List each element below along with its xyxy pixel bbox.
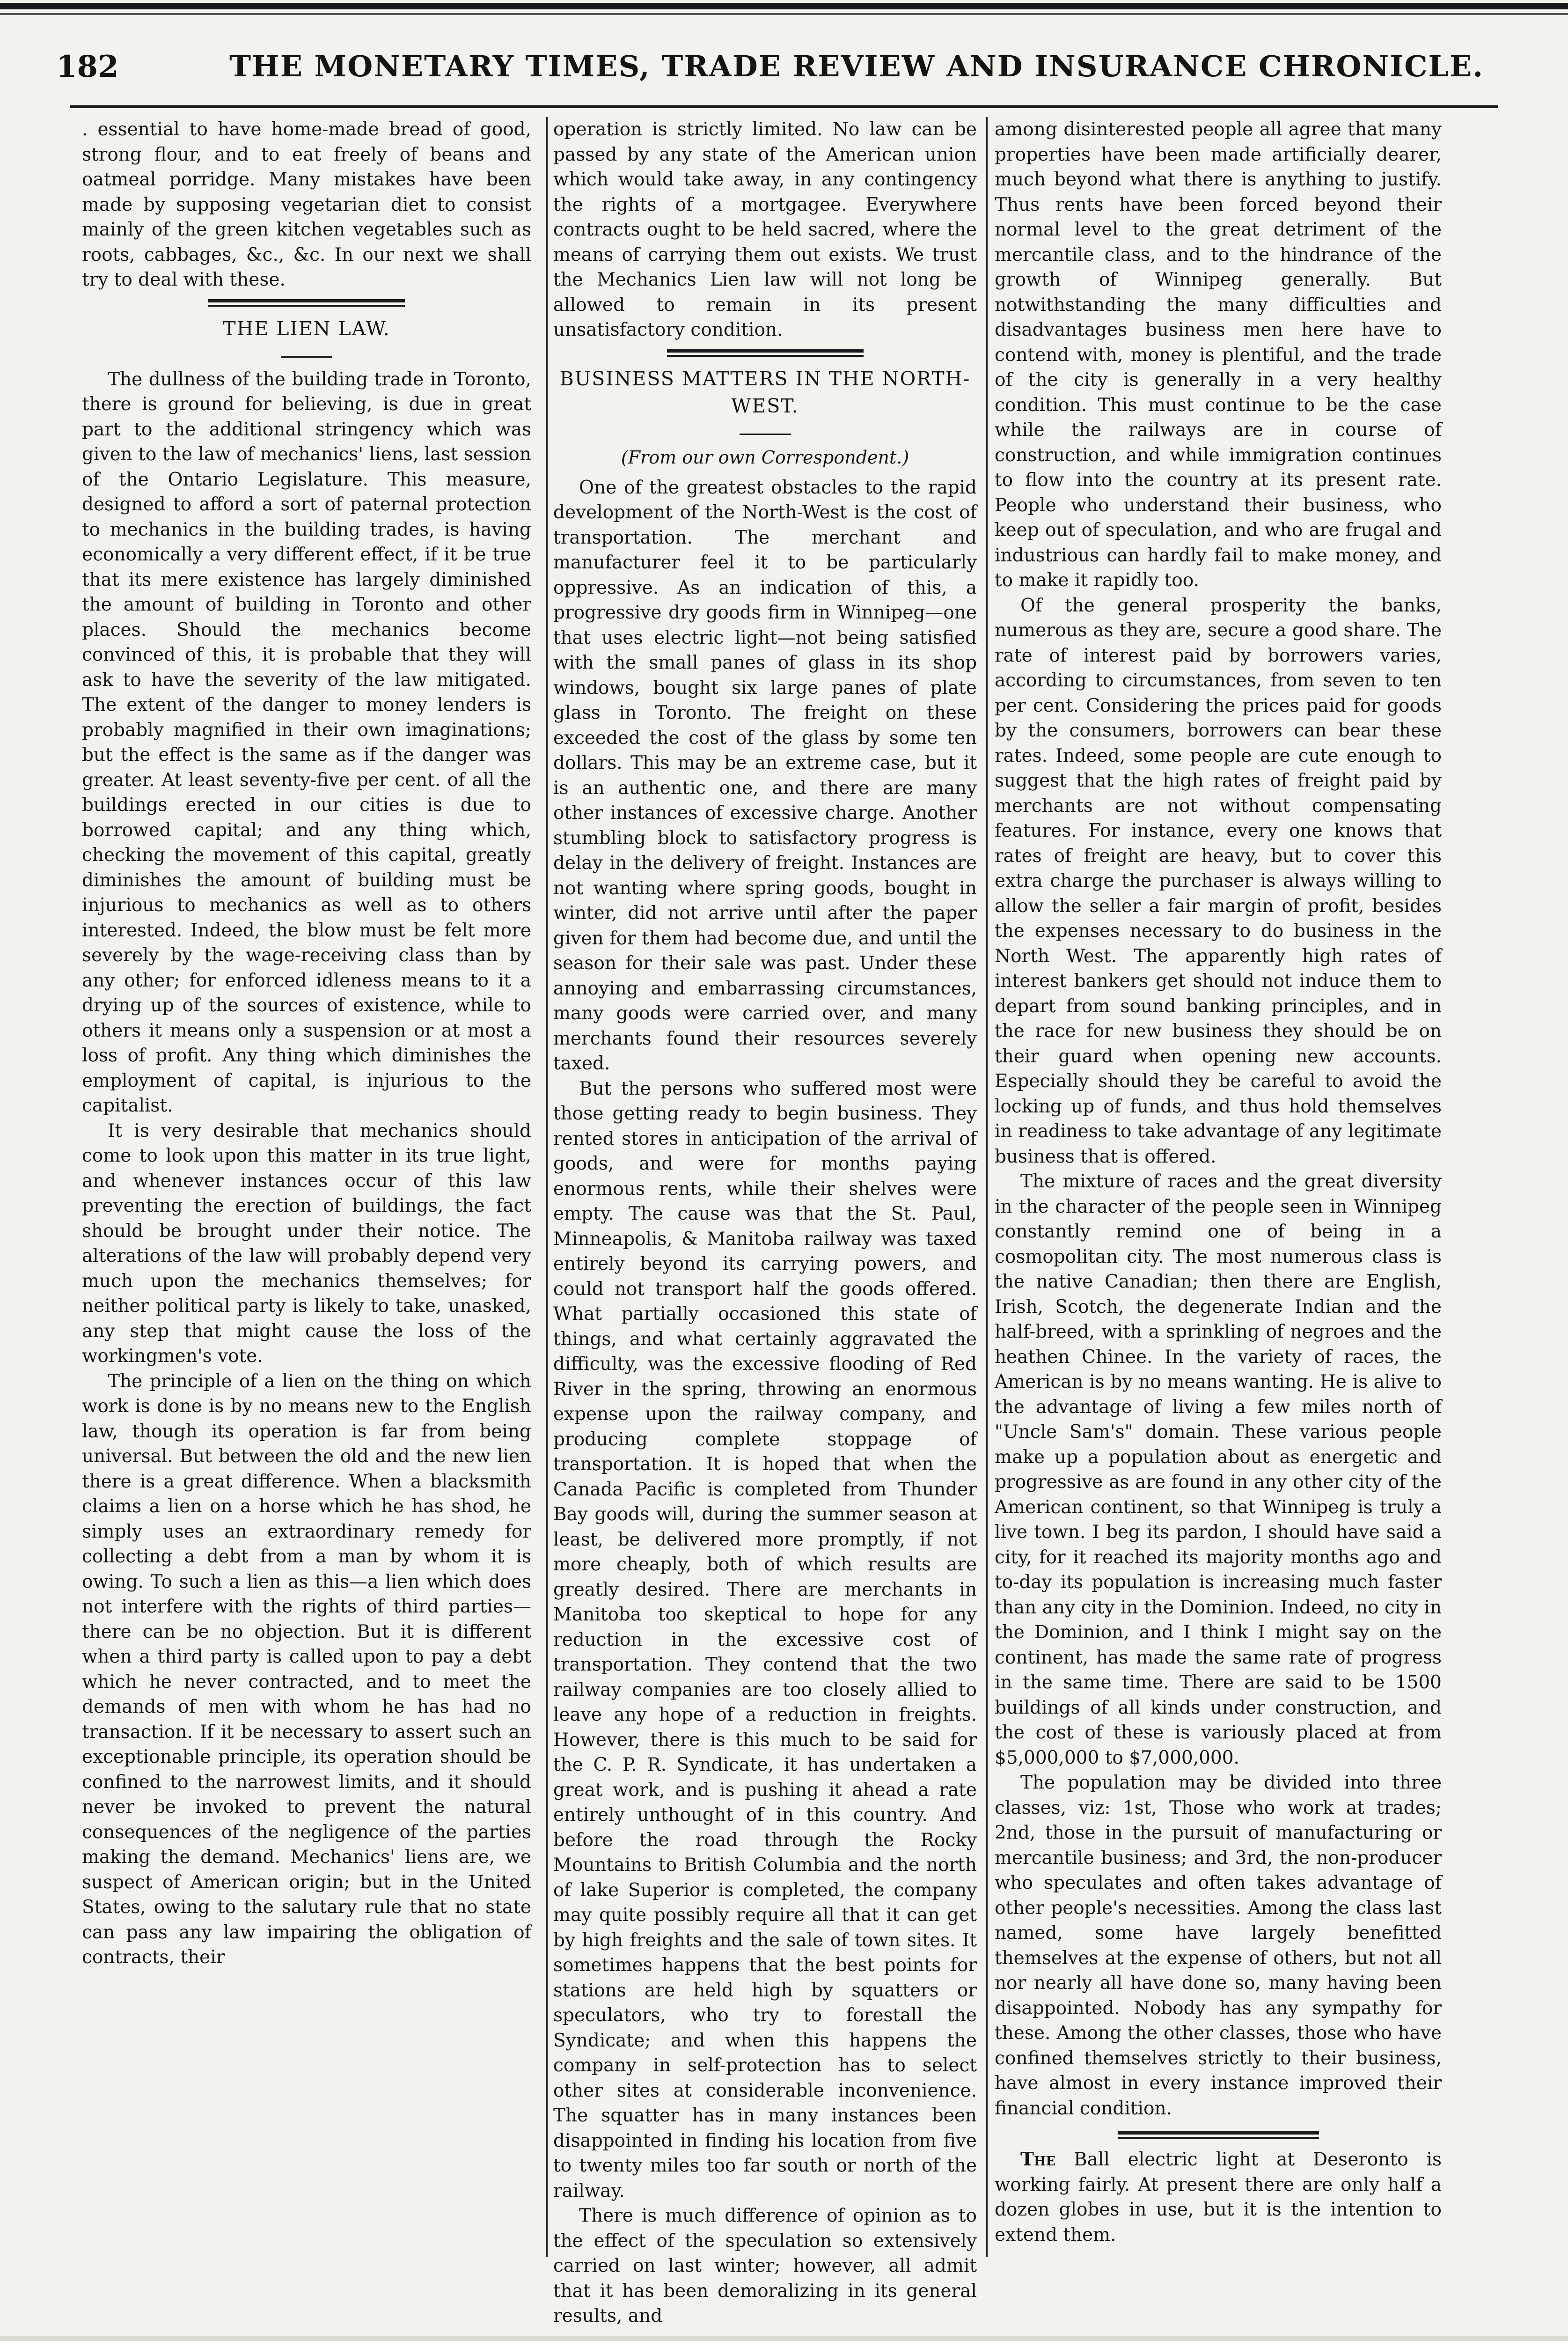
paragraph: The population may be divided into three classes, viz: 1st, Those who work at trades; 2nd, those in the pursuit of manufacturing or mercantile business; and 3rd, the non-producer who speculates and often takes advantage of other people's necessities. Among the class last named, some have largely benefitted themselves at the expense of others, but not all nor nearly all have done so, many having been disappointed. Nobody has any sympathy for these. Among the other classes, those who have confined themselves strictly to their business, have almost in every instance improved their financial condition. <box>995 1772 1442 2119</box>
section-title-business-matters: BUSINESS MATTERS IN THE NORTH-WEST. <box>559 367 971 417</box>
paragraph: Of the general prosperity the banks, numerous as they are, secure a good share. The rate of interest paid by borrowers varies, according to circumstances, from seven to ten per cent. Considering the prices paid for goods by the consumers, borrowers can bear these rates. Indeed, some people are cute enough to suggest that the high rates of freight paid by merchants are not without compensating features. For instance, every one knows that rates of freight are heavy, but to cover this extra charge the purchaser is always willing to allow the seller a fair margin of profit, besides the expenses necessary to do business in the North West. The apparently high rates of interest bankers get should not induce them to depart from sound banking principles, and in the race for new business they should be on their guard when opening new accounts. Especially should they be careful to avoid the locking up of funds, and thus hold themselves in readiness to take advantage of any legitimate business that is offered. <box>995 595 1442 1167</box>
paragraph: One of the greatest obstacles to the rapid development of the North-West is the cost of transportation. The merchant and manufacturer feel it to be particularly oppressive. As an indication of this, a progressive dry goods firm in Winnipeg—one that uses electric light—not being satisfied with the small panes of glass in its shop windows, bought six large panes of plate glass in Toronto. The freight on these exceeded the cost of the glass by some ten dollars. This may be an extreme case, but it is an authentic one, and there are many other instances of excessive charge. Another stumbling block to satisfactory progress is delay in the delivery of freight. Instances are not wanting where spring goods, bought in winter, did not arrive until after the paper given for them had become due, and until the season for their sale was past. Under these annoying and embarrassing circumstances, many goods were carried over, and many merchants found their resources severely taxed. <box>553 477 977 1074</box>
paragraph: It is very desirable that mechanics should come to look upon this matter in its true light, and whenever instances occur of this law preventing the erection of buildings, the fact should be brought under their notice. The alterations of the law will probably depend very much upon the mechanics themselves; for neither political party is likely to take, unasked, any step that might cause the loss of the workingmen's vote. <box>82 1120 531 1367</box>
column-2-intro: operation is strictly limited. No law can be passed by any state of the American union which would take away, in any contingency the rights of a mortgagee. Everywhere contracts ought to be held sacred, where the means of carrying them out exists. We trust the Mechanics Lien law will not long be allowed to remain in its present unsatisfactory condition. <box>553 119 977 340</box>
column-2 <box>553 117 977 2326</box>
page-title: THE MONETARY TIMES, TRADE REVIEW AND INSURANCE CHRONICLE. <box>229 49 1484 83</box>
page-number: 182 <box>56 49 119 84</box>
top-border-rule <box>0 3 1568 9</box>
note-lead: The <box>1020 2149 1056 2170</box>
header-rule <box>70 105 1498 108</box>
top-border-rule-thin <box>0 13 1568 15</box>
short-rule <box>281 356 332 358</box>
column-divider-1 <box>546 117 548 2257</box>
note-text: Ball electric light at Deseronto is working fairly. At present there are only half a dozen globes in use, but it is the intention to extend them. <box>995 2149 1442 2245</box>
paragraph: The mixture of races and the great diversity in the character of the people seen in Winnipeg constantly remind one of being in a cosmopolitan city. The most numerous class is the native Canadian; then there are English, Irish, Scotch, the degenerate Indian and the half-breed, with a sprinkling of negroes and the heathen Chinee. In the variety of races, the American is by no means wanting. He is alive to the advantage of living a few miles north of "Uncle Sam's" domain. These various people make up a population about as energetic and progressive as are found in any other city of the American continent, so that Winnipeg is truly a live town. I beg its pardon, I should have said a city, for it reached its majority months ago and to-day its population is increasing much faster than any city in the Dominion. Indeed, no city in the Dominion, and I think I might say on the continent, has made the same rate of progress in the same time. There are said to be 1500 buildings of all kinds under construction, and the cost of these is variously placed at from $5,000,000 to $7,000,000. <box>995 1171 1442 1768</box>
short-rule <box>740 434 791 435</box>
paragraph: There is much difference of opinion as to the effect of the speculation so extensively carried on last winter; however, all admit that it has been demoralizing in its general results, and <box>553 2205 977 2326</box>
section-divider <box>208 299 405 309</box>
paragraph: among disinterested people all agree that many properties have been made artificially dearer, much beyond what there is anything to justify. Thus rents have been forced beyond their normal level to the great detriment of the mercantile class, and to the hindrance of the growth of Winnipeg generally. But notwithstanding the many difficulties and disadvantages business men here have to contend with, money is plentiful, and the trade of the city is generally in a very healthy condition. This must continue to be the case while the railways are in course of construction, and while immigration continues to flow into the country at its present rate. People who understand their business, who keep out of speculation, and who are frugal and industrious can hardly fail to make money, and to make it rapidly too. <box>995 119 1442 591</box>
byline: (From our own Correspondent.) <box>621 447 909 468</box>
note-paragraph <box>995 2147 1442 2247</box>
paragraph: But the persons who suffered most were those getting ready to begin business. They rented stores in anticipation of the arrival of goods, and were for months paying enormous rents, while their shelves were empty. The cause was that the St. Paul, Minneapolis, & Manitoba railway was taxed entirely beyond its carrying powers, and could not transport half the goods offered. What partially occasioned this state of things, and what certainly aggravated the difficulty, was the excessive flooding of Red River in the spring, throwing an enormous expense upon the railway company, and producing complete stoppage of transportation. It is hoped that when the Canada Pacific is completed from Thunder Bay goods will, during the summer season at least, be delivered more promptly, if not more cheaply, both of which results are greatly desired. There are merchants in Manitoba too skeptical to hope for any reduction in the excessive cost of transportation. They contend that the two railway companies are too closely allied to leave any hope of a reduction in freights. However, there is this much to be said for the C. P. R. Syndicate, it has undertaken a great work, and is pushing it ahead a rate entirely unthought of in this country. And before the road through the Rocky Mountains to British Columbia and the north of lake Superior is completed, the company may quite possibly require all that it can get by high freights and the sale of town sites. It sometimes happens that the best points for stations are held high by squatters or speculators, who try to forestall the Syndicate; and when this happens the company in self-protection has to select other sites at considerable inconvenience. The squatter has in many instances been disappointed in finding his location from five to twenty miles too far south or north of the railway. <box>553 1078 977 2201</box>
paragraph: The principle of a lien on the thing on which work is done is by no means new to the English law, though its operation is far from being universal. But between the old and the new lien there is a great difference. When a blacksmith claims a lien on a horse which he has shod, he simply uses an extraordinary remedy for collecting a debt from a man by whom it is owing. To such a lien as this—a lien which does not interfere with the rights of third parties—there can be no objection. But it is different when a third party is called upon to pay a debt which he never contracted, and to meet the demands of men with whom he has had no transaction. If it be necessary to assert such an exceptionable principle, its operation should be confined to the narrowest limits, and it should never be invoked to prevent the natural consequences of the negligence of the parties making the demand. Mechanics' liens are, we suspect of American origin; but in the United States, owing to the salutary rule that no state can pass any law impairing the obligation of contracts, their <box>82 1370 531 1968</box>
paragraph: The dullness of the building trade in Toronto, there is ground for believing, is due in great part to the additional stringency which was given to the law of mechanics' liens, last session of the Ontario Legislature. This measure, designed to afford a sort of paternal protection to mechanics in the building trades, is having economically a very different effect, if it be true that its mere existence has largely diminished the amount of building in Toronto and other places. Should the mechanics become convinced of this, it is probable that they will ask to have the severity of the law mitigated. The extent of the danger to money lenders is probably magnified in their own imaginations; but the effect is the same as if the danger was greater. At least seventy-five per cent. of all the buildings erected in our cities is due to borrowed capital; and any thing which, checking the movement of this capital, greatly diminishes the amount of building must be injurious to mechanics as well as to others interested. Indeed, the blow must be felt more severely by the wage-receiving class than by any other; for enforced idleness means to it a drying up of the sources of existence, while to others it means only a suspension or at most a loss of profit. Any thing which diminishes the employment of capital, is injurious to the capitalist. <box>82 368 531 1116</box>
section-divider <box>1118 2131 1319 2141</box>
column-1 <box>82 117 531 2261</box>
page-header <box>56 49 1517 101</box>
column-1-intro: . essential to have home-made bread of good, strong flour, and to eat freely of beans and oatmeal porridge. Many mistakes have been made by supposing vegetarian diet to consist mainly of the green kitchen vegetables such as roots, cabbages, &c., &c. In our next we shall try to deal with these. <box>82 119 531 290</box>
column-divider-2 <box>986 117 988 2257</box>
column-3 <box>995 117 1442 2261</box>
section-title-lien-law: THE LIEN LAW. <box>223 317 390 340</box>
page-bottom-edge <box>0 2336 1568 2341</box>
section-divider <box>667 349 864 359</box>
